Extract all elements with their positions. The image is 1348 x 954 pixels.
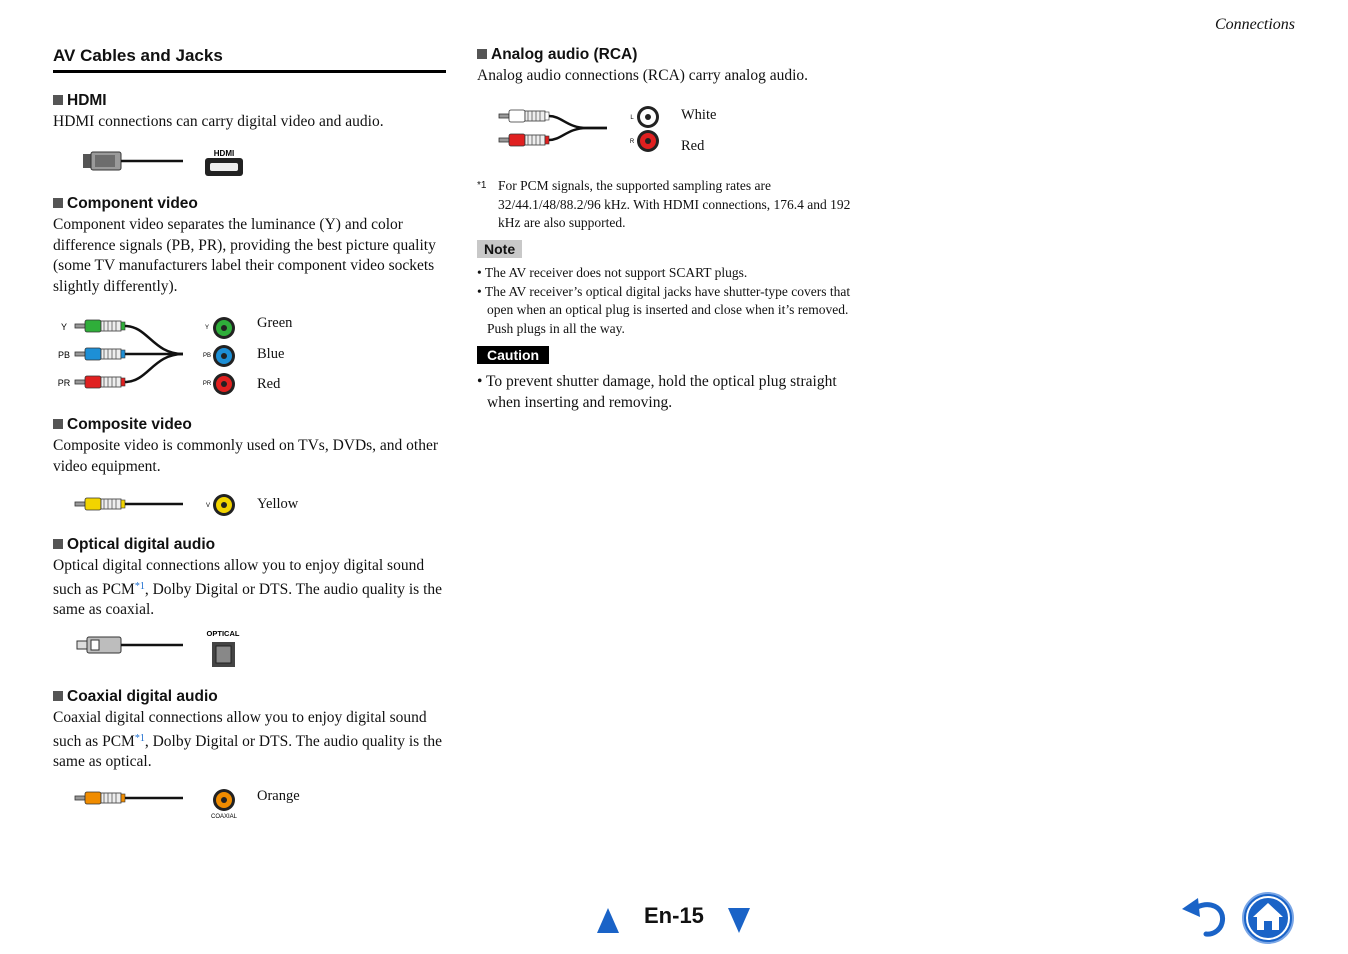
note-item: • The AV receiver does not support SCART plugs. xyxy=(477,265,748,280)
cable-line xyxy=(549,116,607,128)
rca-plug-icon xyxy=(75,376,125,388)
footnote xyxy=(477,177,872,230)
composite-color: Yellow xyxy=(257,496,299,512)
analog-jack-tag: R xyxy=(629,139,635,145)
home-button[interactable] xyxy=(1241,891,1295,945)
cable-line xyxy=(549,128,607,140)
caution-badge: Caution xyxy=(477,346,549,365)
rca-plug-icon xyxy=(75,498,125,510)
footnote-text: For PCM signals, the supported sampling rates are 32/44.1/48/88.2/96 kHz. With HDMI connections, 176.4 and 192 kHz are also supported. xyxy=(498,178,851,230)
rca-plug-icon xyxy=(499,110,549,122)
coaxial-cable-figure xyxy=(53,784,253,820)
coaxial-jack-icon xyxy=(213,789,235,811)
rca-jack-icon xyxy=(637,130,659,152)
component-color-pb: Blue xyxy=(257,346,285,362)
component-color-y: Green xyxy=(257,315,293,331)
analog-text: Analog audio connections (RCA) carry analog audio. xyxy=(477,67,809,84)
note-item: • The AV receiver’s optical digital jacks have shutter-type covers that open when an optical plug is inserted and close when it’s removed. Push plugs in all the way. xyxy=(477,283,851,336)
section-tag: Connections xyxy=(1215,16,1295,33)
composite-text: Composite video is commonly used on TVs, DVDs, and other video equipment. xyxy=(53,437,439,475)
coaxial-heading: Coaxial digital audio xyxy=(53,688,446,706)
component-plug-tag: PB xyxy=(57,350,71,360)
optical-cable-figure xyxy=(73,628,273,672)
composite-jack-tag: V xyxy=(205,503,211,509)
analog-heading: Analog audio (RCA) xyxy=(477,46,877,64)
component-plug-tag: Y xyxy=(60,322,68,332)
component-jack-tag: PR xyxy=(202,381,212,387)
caution-item: • To prevent shutter damage, hold the optical plug straight when inserting and removing. xyxy=(477,373,837,411)
coaxial-section xyxy=(53,688,446,773)
rca-plug-icon xyxy=(75,348,125,360)
left-column xyxy=(53,46,446,820)
home-icon xyxy=(1243,893,1293,943)
triangle-down-icon xyxy=(728,908,750,933)
composite-section xyxy=(53,416,446,477)
component-heading: Component video xyxy=(53,195,446,213)
footnote-mark: *1 xyxy=(477,180,487,191)
cable-line xyxy=(125,354,183,382)
next-page-button[interactable] xyxy=(727,906,751,934)
hdmi-cable-figure xyxy=(81,146,281,178)
note-list xyxy=(477,264,872,338)
back-button[interactable] xyxy=(1180,895,1230,937)
rca-plug-icon xyxy=(75,320,125,332)
rca-plug-icon xyxy=(499,134,549,146)
hdmi-jack-icon xyxy=(205,158,243,176)
rca-jack-icon xyxy=(213,373,235,395)
page-number: En-15 xyxy=(644,903,704,928)
optical-jack-label: OPTICAL xyxy=(206,629,240,638)
composite-cable-figure xyxy=(53,488,253,520)
composite-heading: Composite video xyxy=(53,416,446,434)
hdmi-plug-icon xyxy=(83,152,183,170)
prev-page-button[interactable] xyxy=(596,906,620,934)
hdmi-jack-label: HDMI xyxy=(213,149,235,158)
component-section xyxy=(53,195,446,297)
rca-plug-icon xyxy=(75,792,125,804)
rca-jack-icon xyxy=(213,345,235,367)
optical-heading: Optical digital audio xyxy=(53,536,446,554)
analog-cable-figure xyxy=(477,102,677,164)
footnote-ref[interactable]: *1 xyxy=(134,580,145,592)
undo-arrow-icon xyxy=(1182,898,1223,934)
footnote-ref-2[interactable]: *1 xyxy=(134,732,145,744)
analog-color-r: Red xyxy=(681,138,705,154)
analog-jack-tag: L xyxy=(630,115,634,121)
coaxial-color: Orange xyxy=(257,788,300,804)
optical-jack-icon xyxy=(212,642,235,667)
page-title: AV Cables and Jacks xyxy=(53,46,446,73)
hdmi-section xyxy=(53,92,446,133)
note-badge: Note xyxy=(477,240,522,259)
cable-line xyxy=(125,326,183,354)
rca-jack-icon xyxy=(213,317,235,339)
rca-jack-icon xyxy=(637,106,659,128)
optical-text: Optical digital connections allow you to enjoy digital sound such as PCM$^{*1}$, Dolby Digital or DTS. The audio quality is the same as coaxial. xyxy=(53,557,443,618)
triangle-up-icon xyxy=(597,908,619,933)
component-text: Component video separates the luminance (Y) and color difference signals (PB, PR), providing the best picture quality (some TV manufacturers label their component video sockets slightly differently). xyxy=(53,216,436,295)
coaxial-jack-label: COAXIAL xyxy=(210,814,238,820)
component-jack-tag: PB xyxy=(202,353,212,359)
hdmi-text: HDMI connections can carry digital video and audio. xyxy=(53,113,384,130)
hdmi-heading: HDMI xyxy=(53,92,446,110)
component-plug-tag: PR xyxy=(57,378,71,388)
optical-plug-icon xyxy=(77,637,183,653)
caution-list xyxy=(477,372,872,413)
right-column xyxy=(477,46,877,411)
rca-jack-icon xyxy=(213,494,235,516)
optical-section xyxy=(53,536,446,621)
component-jack-tag: Y xyxy=(204,325,210,331)
analog-color-l: White xyxy=(681,107,717,123)
component-color-pr: Red xyxy=(257,376,281,392)
coaxial-text: Coaxial digital connections allow you to enjoy digital sound such as PCM$^{*1}$, Dolby Digital or DTS. The audio quality is the same as optical. xyxy=(53,709,443,770)
